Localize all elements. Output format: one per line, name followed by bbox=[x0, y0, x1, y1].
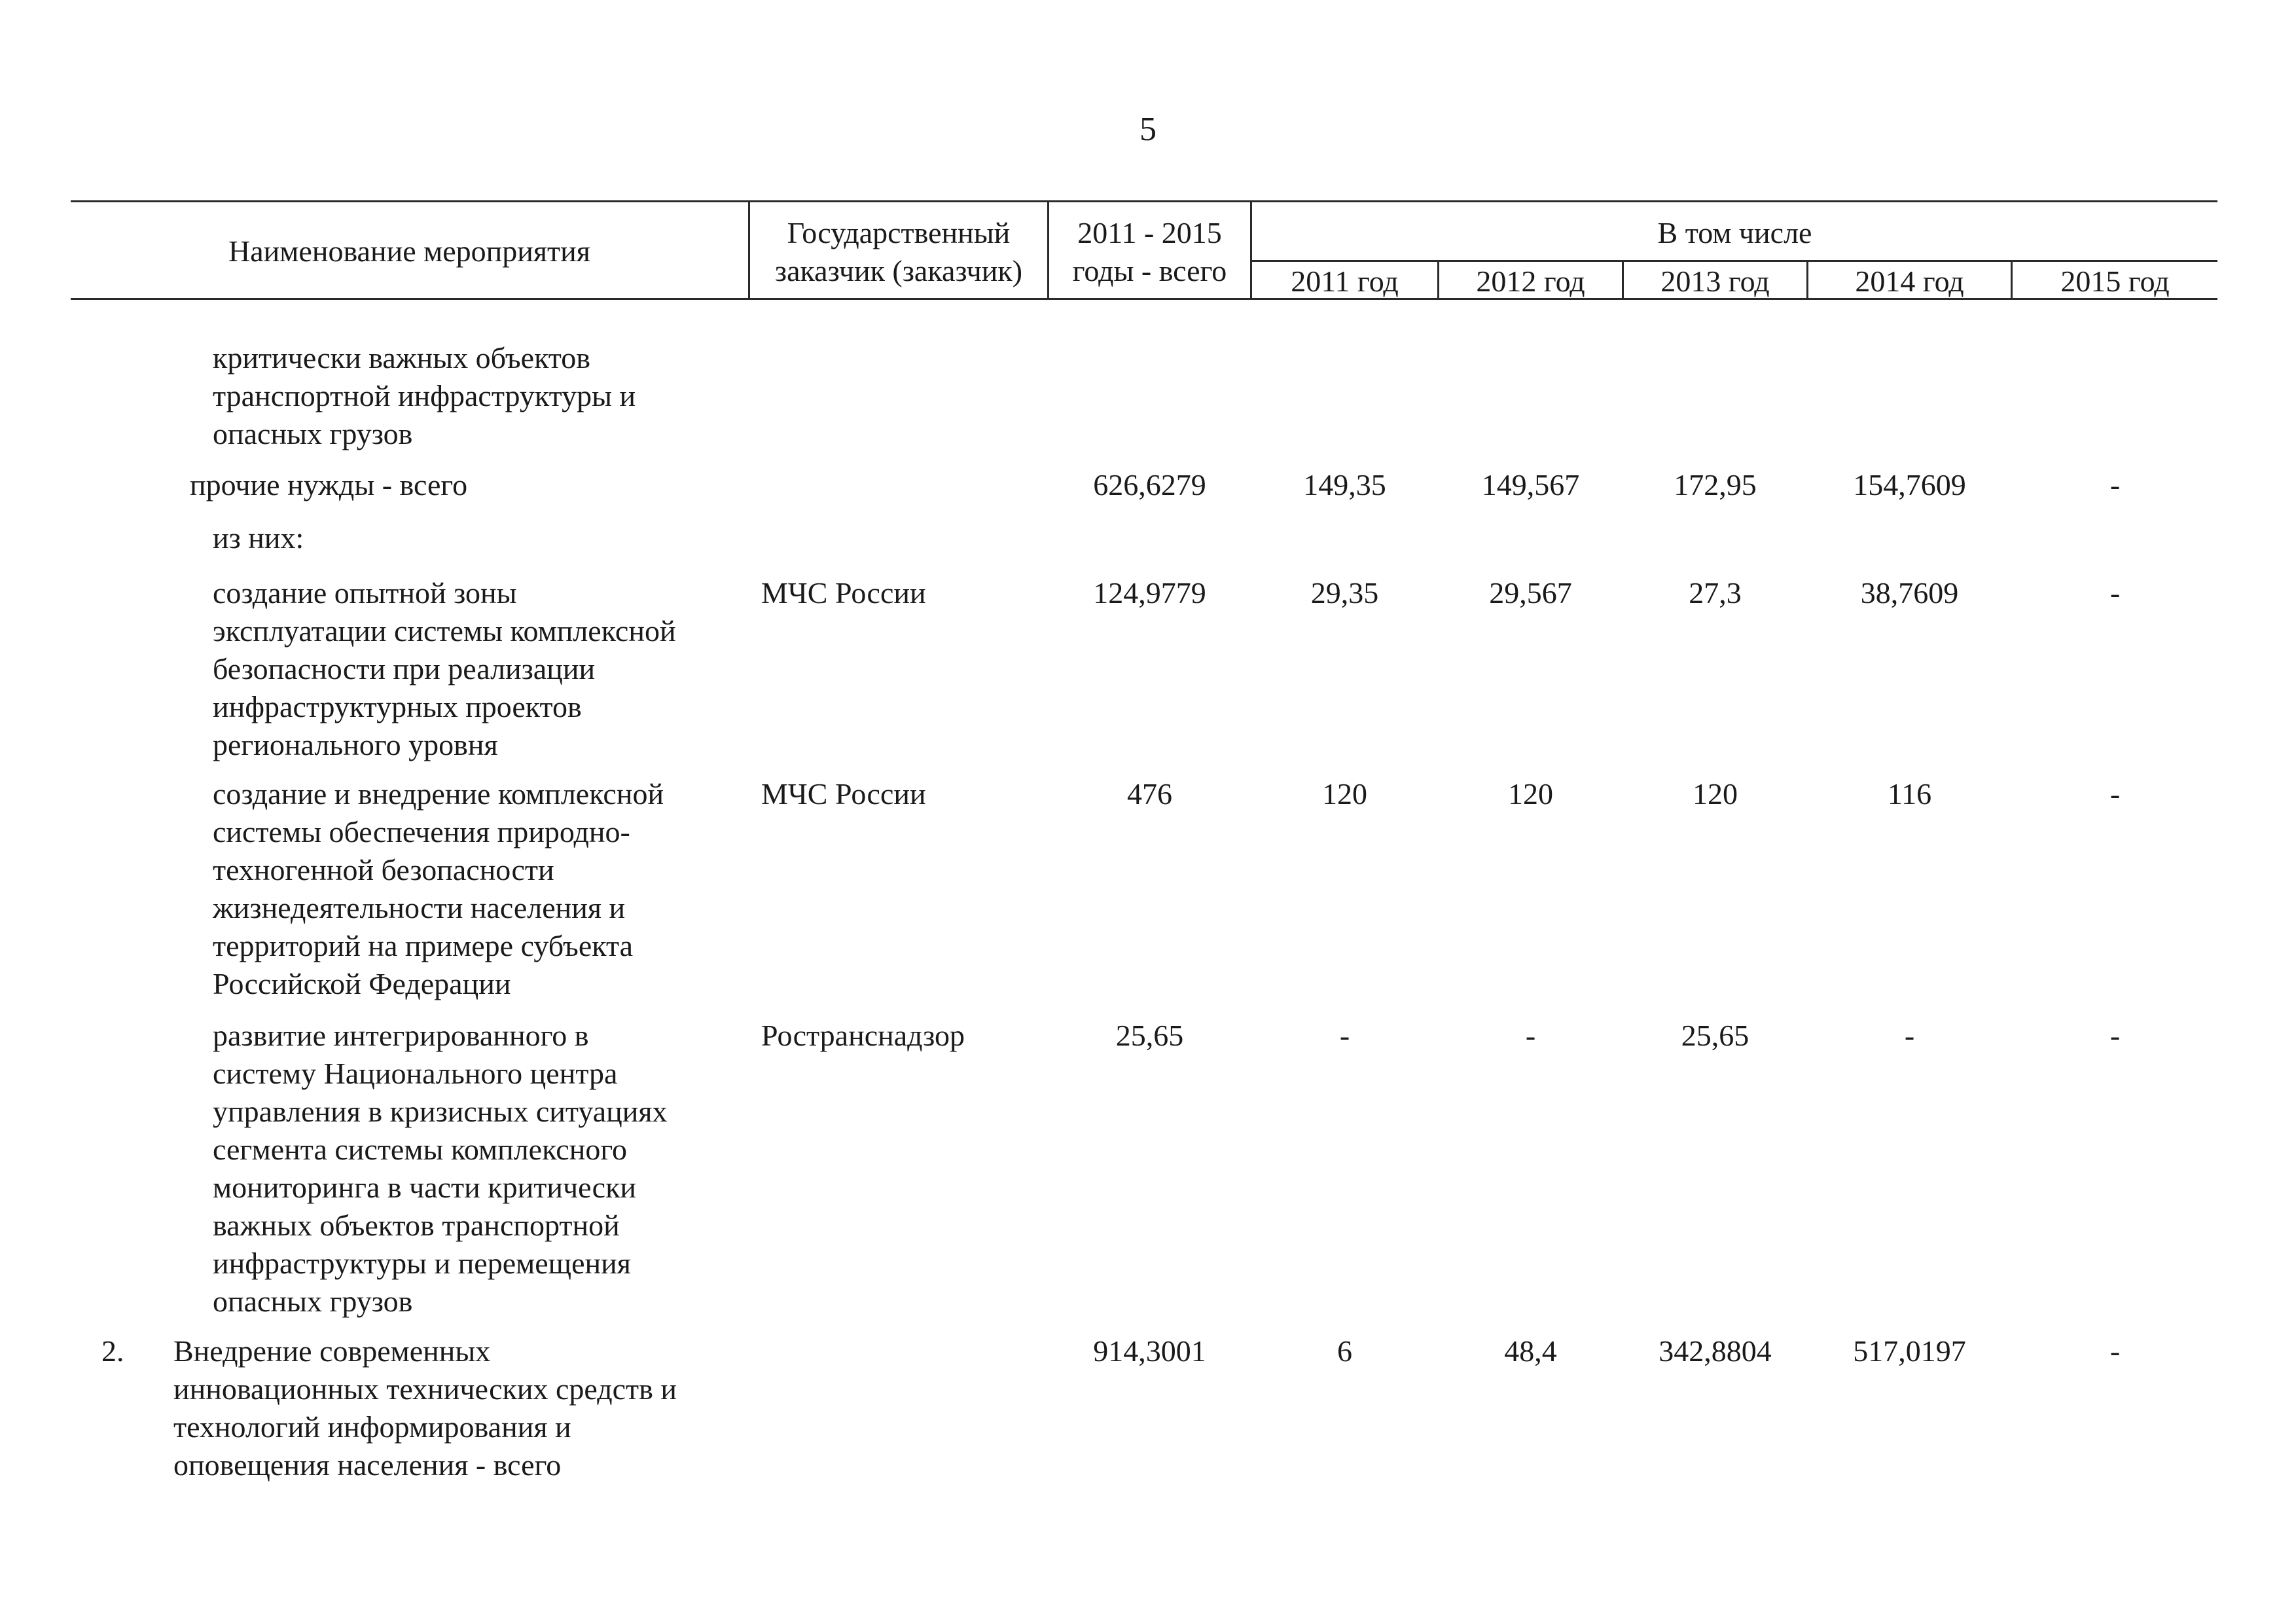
row-value-2013: 172,95 bbox=[1674, 468, 1757, 501]
row-value-2014: 517,0197 bbox=[1853, 1334, 1966, 1368]
row-name-line: создание и внедрение комплексной bbox=[213, 777, 664, 811]
row-name-line: сегмента системы комплексного bbox=[213, 1133, 628, 1166]
row-name-line: опасных грузов bbox=[213, 1285, 413, 1318]
header-year-2014: 2014 год bbox=[1855, 264, 1964, 298]
row-name-line: технологий информирования и bbox=[173, 1410, 571, 1444]
header-total-line1: 2011 - 2015 bbox=[1077, 216, 1222, 249]
row-name-line: техногенной безопасности bbox=[213, 853, 554, 886]
row-total: 914,3001 bbox=[1093, 1334, 1206, 1368]
row-name-line: систему Национального центра bbox=[213, 1057, 618, 1090]
row-value-2014: - bbox=[1904, 1019, 1915, 1052]
header-customer-line1: Государственный bbox=[787, 216, 1011, 249]
row-value-2013: 342,8804 bbox=[1659, 1334, 1772, 1368]
row-value-2012: - bbox=[1525, 1019, 1536, 1052]
row-customer: МЧС России bbox=[761, 777, 926, 811]
row-value-2013: 120 bbox=[1693, 777, 1738, 811]
row-value-2013: 27,3 bbox=[1689, 576, 1742, 610]
row-name-line: безопасности при реализации bbox=[213, 652, 596, 685]
row-value-2012: 149,567 bbox=[1481, 468, 1580, 501]
header-including: В том числе bbox=[1657, 216, 1812, 249]
header-year-2011: 2011 год bbox=[1291, 264, 1399, 298]
row-name-line: оповещения населения - всего bbox=[173, 1448, 562, 1482]
header-total-line2: годы - всего bbox=[1072, 254, 1227, 287]
header-customer-line2: заказчик (заказчик) bbox=[774, 254, 1023, 287]
row-name-line: инфраструктуры и перемещения bbox=[213, 1247, 631, 1280]
row-name-line: инновационных технических средств и bbox=[173, 1372, 677, 1406]
row-name-line: развитие интегрированного в bbox=[213, 1019, 589, 1052]
row-value-2015: - bbox=[2109, 777, 2121, 811]
row-name-line: опасных грузов bbox=[213, 417, 413, 450]
row-name-line: территорий на примере субъекта bbox=[213, 929, 634, 962]
row-name-line: Внедрение современных bbox=[173, 1334, 491, 1368]
header-year-2015: 2015 год bbox=[2060, 264, 2170, 298]
row-value-2015: - bbox=[2109, 1019, 2121, 1052]
header-name: Наименование мероприятия bbox=[228, 234, 590, 268]
row-value-2015: - bbox=[2109, 1334, 2121, 1368]
row-value-2015: - bbox=[2109, 468, 2121, 501]
row-value-2011: 149,35 bbox=[1303, 468, 1386, 501]
row-customer: Ространснадзор bbox=[761, 1019, 965, 1052]
row-value-2014: 154,7609 bbox=[1853, 468, 1966, 501]
row-value-2012: 120 bbox=[1508, 777, 1553, 811]
row-value-2014: 116 bbox=[1887, 777, 1932, 811]
row-name-line: управления в кризисных ситуациях bbox=[213, 1095, 668, 1128]
row-value-2011: 6 bbox=[1337, 1334, 1352, 1368]
row-name-line: создание опытной зоны bbox=[213, 576, 517, 610]
row-name-line: прочие нужды - всего bbox=[190, 468, 468, 501]
row-value-2013: 25,65 bbox=[1681, 1019, 1749, 1052]
years-subheader-rule bbox=[1250, 260, 2217, 262]
row-customer: МЧС России bbox=[761, 576, 926, 610]
row-value-2011: 120 bbox=[1322, 777, 1367, 811]
row-name-line: инфраструктурных проектов bbox=[213, 690, 582, 723]
row-name-line: транспортной инфраструктуры и bbox=[213, 379, 636, 412]
row-name-line: мониторинга в части критически bbox=[213, 1171, 637, 1204]
row-name-line: важных объектов транспортной bbox=[213, 1209, 620, 1242]
row-total: 476 bbox=[1127, 777, 1172, 811]
row-name-line: жизнедеятельности населения и bbox=[213, 891, 626, 924]
row-name-line: регионального уровня bbox=[213, 728, 498, 761]
header-year-2012: 2012 год bbox=[1476, 264, 1585, 298]
row-total: 124,9779 bbox=[1093, 576, 1206, 610]
row-value-2012: 48,4 bbox=[1504, 1334, 1557, 1368]
table-top-rule bbox=[71, 200, 2217, 202]
row-total: 626,6279 bbox=[1093, 468, 1206, 501]
header-year-2013: 2013 год bbox=[1660, 264, 1770, 298]
row-name-line: Российской Федерации bbox=[213, 967, 511, 1000]
row-name-line: критически важных объектов bbox=[213, 341, 591, 374]
row-value-2015: - bbox=[2109, 576, 2121, 610]
row-value-2012: 29,567 bbox=[1489, 576, 1572, 610]
page-number: 5 bbox=[1139, 111, 1157, 148]
row-number: 2. bbox=[101, 1334, 124, 1368]
row-name-line: из них: bbox=[213, 521, 304, 555]
row-name-line: системы обеспечения природно- bbox=[213, 815, 630, 848]
row-name-line: эксплуатации системы комплексной bbox=[213, 614, 676, 647]
row-value-2014: 38,7609 bbox=[1860, 576, 1959, 610]
row-total: 25,65 bbox=[1115, 1019, 1184, 1052]
row-value-2011: - bbox=[1339, 1019, 1350, 1052]
row-value-2011: 29,35 bbox=[1310, 576, 1379, 610]
